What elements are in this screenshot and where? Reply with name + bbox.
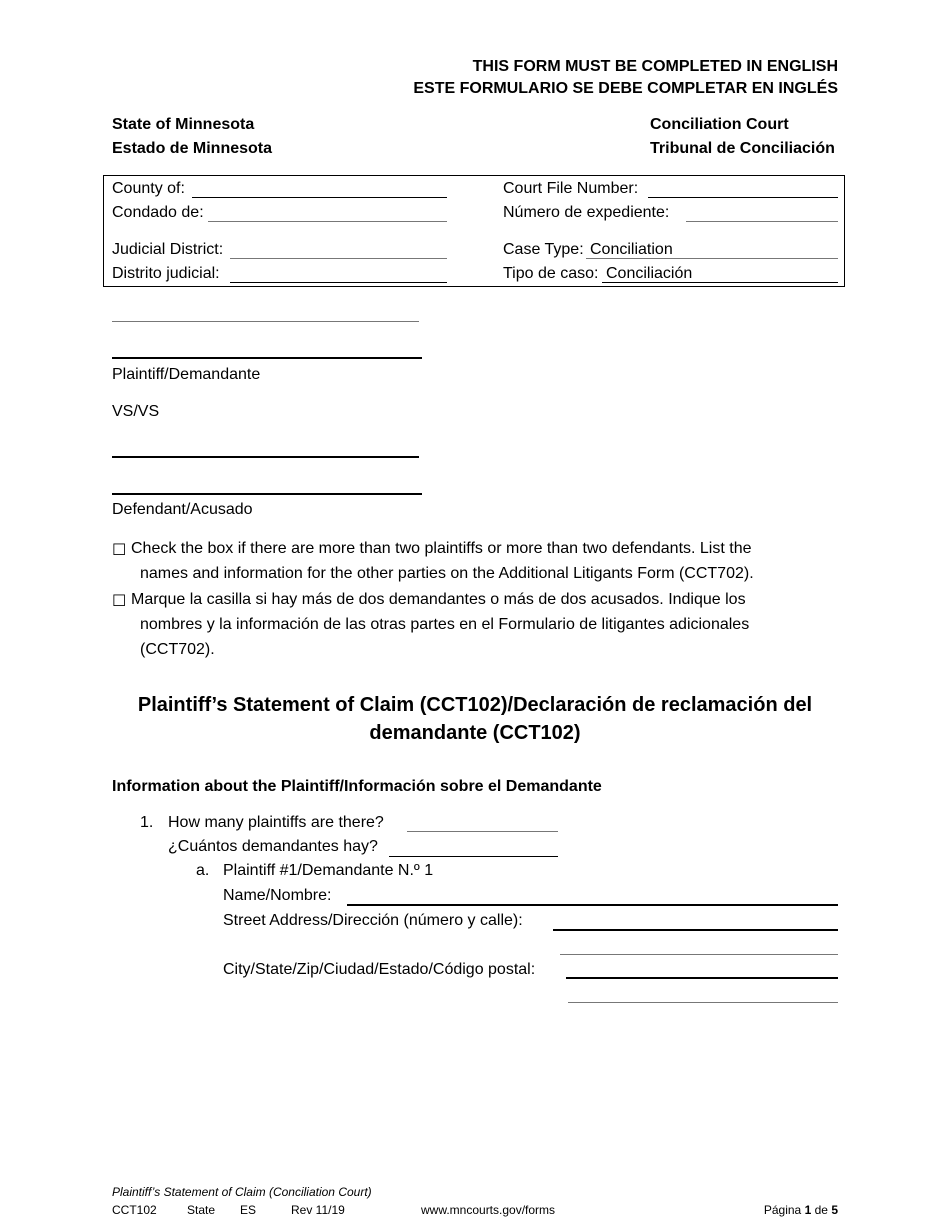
footer-language: ES (240, 1203, 257, 1217)
case-type-field-es (602, 282, 838, 283)
plaintiff-count-field[interactable] (407, 831, 558, 832)
county-label-en: County of: (112, 180, 185, 197)
city-state-zip-label: City/State/Zip/Ciudad/Estado/Código postal: (223, 961, 536, 978)
defendant-caption: Defendant/Acusado (112, 501, 253, 518)
county-label-es: Condado de: (112, 204, 204, 221)
more-parties-checkbox-es[interactable]: ☐ (112, 593, 127, 610)
plaintiff-caption: Plaintiff/Demandante (112, 366, 261, 383)
plaintiff-count-field-es[interactable] (389, 856, 558, 857)
footer-state: State (187, 1203, 216, 1217)
file-number-label-en: Court File Number: (503, 180, 639, 197)
state-label-es: Estado de Minnesota (112, 140, 273, 157)
section-heading: Information about the Plaintiff/Información sobre el Demandante (112, 778, 602, 795)
more-parties-text-es-2: nombres y la información de las otras partes en el Formulario de litigantes adicionales (140, 616, 750, 633)
case-type-value-en: Conciliation (590, 241, 673, 258)
district-field[interactable] (230, 258, 447, 259)
defendant-name-line-1[interactable] (112, 456, 419, 458)
question-1-es: ¿Cuántos demandantes hay? (168, 838, 378, 855)
footer-url[interactable]: www.mncourts.gov/forms (421, 1203, 556, 1217)
more-parties-text-es-1: Marque la casilla si hay más de dos demandantes o más de dos acusados. Indique los (131, 591, 746, 608)
footer-revision: Rev 11/19 (291, 1203, 345, 1217)
street-address-field[interactable] (553, 929, 838, 931)
form-title-line-2: demandante (CCT102) (369, 722, 581, 744)
plaintiff-1-heading: Plaintiff #1/Demandante N.º 1 (223, 862, 434, 879)
more-parties-text-en-1: Check the box if there are more than two plaintiffs or more than two defendants. List the (131, 540, 752, 557)
question-1-en: How many plaintiffs are there? (168, 814, 384, 831)
footer-page-number: Página 1 de 5 (763, 1203, 838, 1217)
file-number-label-es: Número de expediente: (503, 204, 670, 221)
district-field-es[interactable] (230, 282, 447, 283)
district-label-en: Judicial District: (112, 241, 224, 258)
case-type-label-en: Case Type: (503, 241, 584, 258)
spanish-notice: ESTE FORMULARIO SE DEBE COMPLETAR EN INGLÉS (413, 80, 838, 97)
defendant-name-line-2[interactable] (112, 493, 422, 495)
plaintiff-name-line-2[interactable] (112, 357, 422, 359)
city-state-zip-field[interactable] (566, 977, 838, 979)
case-type-field (586, 258, 838, 259)
court-label-en: Conciliation Court (650, 116, 789, 133)
more-parties-text-es-3: (CCT702). (140, 641, 215, 658)
file-number-field-es[interactable] (686, 221, 838, 222)
street-address-field-2[interactable] (560, 954, 838, 955)
court-label-es: Tribunal de Conciliación (650, 140, 835, 157)
street-address-label: Street Address/Dirección (número y calle): (223, 912, 523, 929)
plaintiff-name-field[interactable] (347, 904, 838, 906)
city-state-zip-field-2[interactable] (568, 1002, 838, 1003)
case-type-value-es: Conciliación (606, 265, 693, 282)
footer-form-code: CCT102 (112, 1203, 157, 1217)
more-parties-checkbox-en[interactable]: ☐ (112, 542, 127, 559)
file-number-field[interactable] (648, 197, 838, 198)
item-a-label: a. (196, 862, 210, 879)
district-label-es: Distrito judicial: (112, 265, 220, 282)
footer-form-title: Plaintiff’s Statement of Claim (Conciliation Court) (112, 1185, 372, 1199)
case-type-label-es: Tipo de caso: (503, 265, 599, 282)
vs-caption: VS/VS (112, 403, 160, 420)
state-label-en: State of Minnesota (112, 116, 255, 133)
english-notice: THIS FORM MUST BE COMPLETED IN ENGLISH (472, 58, 838, 75)
plaintiff-name-line-1[interactable] (112, 321, 419, 322)
county-field-es[interactable] (208, 221, 447, 222)
question-1-number: 1. (140, 814, 154, 831)
form-title-line-1: Plaintiff’s Statement of Claim (CCT102)/Declaración de reclamación del (137, 694, 813, 716)
county-field[interactable] (192, 197, 447, 198)
name-label: Name/Nombre: (223, 887, 332, 904)
more-parties-text-en-2: names and information for the other parties on the Additional Litigants Form (CCT702). (140, 565, 754, 582)
